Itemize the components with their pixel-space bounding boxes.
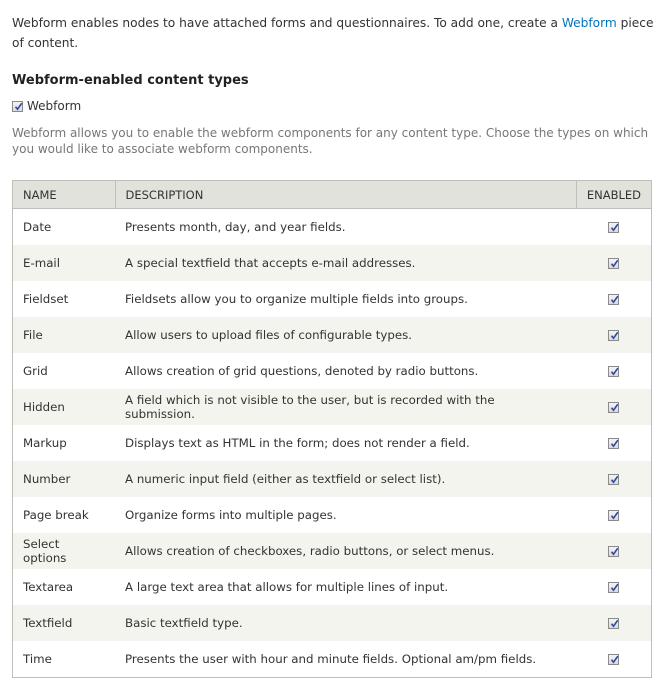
intro-text-after: piece of content.: [12, 16, 654, 50]
enabled-checkbox[interactable]: [608, 258, 619, 269]
component-description: A large text area that allows for multiple lines of input.: [115, 569, 576, 605]
component-name: Select options: [13, 533, 116, 569]
component-description: A special textfield that accepts e-mail addresses.: [115, 245, 576, 281]
component-description: Fieldsets allow you to organize multiple fields into groups.: [115, 281, 576, 317]
component-description: A numeric input field (either as textfield or select list).: [115, 461, 576, 497]
checkbox-label: Webform: [27, 99, 82, 113]
webform-content-type-checkbox[interactable]: [12, 99, 81, 113]
table-row: [13, 317, 652, 353]
component-description: Allows creation of grid questions, denoted by radio buttons.: [115, 353, 576, 389]
enabled-checkbox[interactable]: [608, 582, 619, 593]
help-text: Webform allows you to enable the webform components for any content type. Choose the types on which you would like to associate webform components.: [12, 126, 649, 156]
component-enabled-cell: [576, 605, 651, 641]
table-row: [13, 641, 652, 678]
checkmark-icon: [610, 259, 619, 268]
webform-link[interactable]: Webform: [561, 16, 617, 30]
component-enabled-cell: [576, 245, 651, 281]
component-description: Allow users to upload files of configurable types.: [115, 317, 576, 353]
enabled-checkbox[interactable]: [608, 438, 619, 449]
table-body: [13, 209, 652, 678]
component-name: Page break: [13, 497, 116, 533]
component-enabled-cell: [576, 425, 651, 461]
component-description: Displays text as HTML in the form; does not render a field.: [115, 425, 576, 461]
checkmark-icon: [610, 223, 619, 232]
enabled-checkbox[interactable]: [608, 618, 619, 629]
table-row: [13, 605, 652, 641]
table-row: [13, 389, 652, 425]
table-header-row: [13, 181, 652, 209]
checkmark-icon: [610, 403, 619, 412]
column-header-enabled: ENABLED: [576, 181, 651, 209]
component-name: Grid: [13, 353, 116, 389]
table-row: [13, 497, 652, 533]
component-name: Textfield: [13, 605, 116, 641]
checkmark-icon: [610, 619, 619, 628]
table-row: [13, 425, 652, 461]
intro-text: [12, 13, 657, 53]
component-name: Time: [13, 641, 116, 678]
checkmark-icon: [610, 511, 619, 520]
component-enabled-cell: [576, 533, 651, 569]
component-name: Textarea: [13, 569, 116, 605]
component-name: E-mail: [13, 245, 116, 281]
enabled-checkbox[interactable]: [608, 402, 619, 413]
component-enabled-cell: [576, 317, 651, 353]
component-description: A field which is not visible to the user, but is recorded with the submission.: [115, 389, 576, 425]
component-enabled-cell: [576, 641, 651, 678]
checkmark-icon: [610, 547, 619, 556]
enabled-checkbox[interactable]: [608, 222, 619, 233]
table-row: [13, 245, 652, 281]
component-name: Markup: [13, 425, 116, 461]
component-name: Hidden: [13, 389, 116, 425]
checkmark-icon: [610, 295, 619, 304]
component-enabled-cell: [576, 281, 651, 317]
enabled-checkbox[interactable]: [608, 654, 619, 665]
checkmark-icon: [610, 655, 619, 664]
table-row: [13, 461, 652, 497]
component-enabled-cell: [576, 497, 651, 533]
component-enabled-cell: [576, 461, 651, 497]
section-title: Webform-enabled content types: [12, 73, 249, 88]
component-enabled-cell: [576, 569, 651, 605]
table-row: [13, 209, 652, 246]
component-enabled-cell: [576, 209, 651, 246]
component-description: Basic textfield type.: [115, 605, 576, 641]
checkmark-icon: [610, 475, 619, 484]
component-description: Allows creation of checkboxes, radio buttons, or select menus.: [115, 533, 576, 569]
table-row: [13, 533, 652, 569]
checkmark-icon: [610, 331, 619, 340]
enabled-checkbox[interactable]: [608, 474, 619, 485]
components-table: [12, 180, 652, 678]
component-name: Number: [13, 461, 116, 497]
table-row: [13, 353, 652, 389]
component-name: Fieldset: [13, 281, 116, 317]
checkmark-icon: [610, 439, 619, 448]
component-enabled-cell: [576, 353, 651, 389]
checkmark-icon: [610, 583, 619, 592]
component-name: Date: [13, 209, 116, 246]
component-enabled-cell: [576, 389, 651, 425]
component-name: File: [13, 317, 116, 353]
enabled-checkbox[interactable]: [608, 546, 619, 557]
table-row: [13, 569, 652, 605]
checkmark-icon: [610, 367, 619, 376]
enabled-checkbox[interactable]: [608, 510, 619, 521]
table-row: [13, 281, 652, 317]
component-description: Presents the user with hour and minute fields. Optional am/pm fields.: [115, 641, 576, 678]
enabled-checkbox[interactable]: [608, 366, 619, 377]
component-description: Presents month, day, and year fields.: [115, 209, 576, 246]
enabled-checkbox[interactable]: [608, 294, 619, 305]
intro-text-before: Webform enables nodes to have attached forms and questionnaires. To add one, create a: [12, 16, 562, 30]
column-header-name: NAME: [13, 181, 116, 209]
column-header-description: DESCRIPTION: [115, 181, 576, 209]
checkbox-checked-icon[interactable]: [12, 101, 23, 112]
component-description: Organize forms into multiple pages.: [115, 497, 576, 533]
enabled-checkbox[interactable]: [608, 330, 619, 341]
